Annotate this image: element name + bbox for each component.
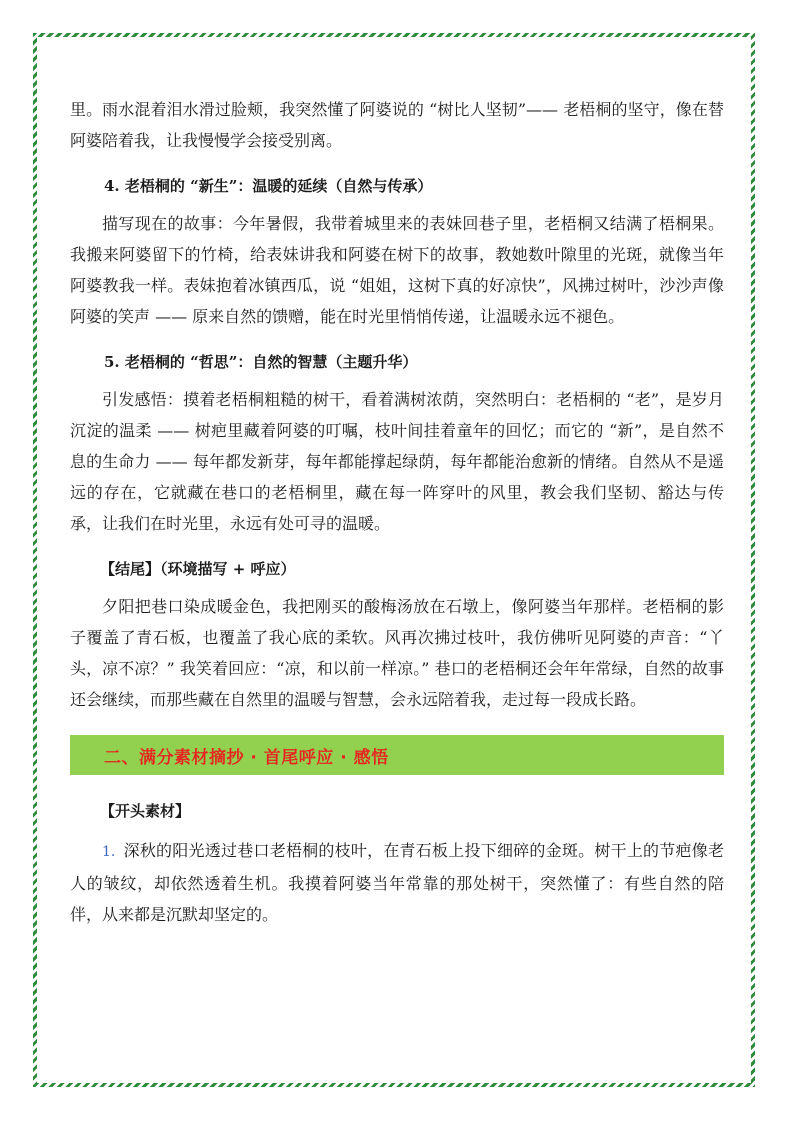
- banner-title: 二、满分素材摘抄 · 首尾呼应 · 感悟: [104, 747, 389, 768]
- ending-paragraph: 夕阳把巷口染成暖金色，我把刚买的酸梅汤放在石墩上，像阿婆当年那样。老梧桐的影子覆盖了青石板，也覆盖了我心底的柔软。风再次拂过枝叶，我仿佛听见阿婆的声音：“丫头，凉不凉？” 我笑着回应：“凉，和以前一样凉。” 巷口的老梧桐还会年年常绿，自然的故事还会继续，而那些藏在自然里的温暖与智慧，会永远陪着我，走过每一段成长路。: [70, 597, 724, 709]
- document-body: [70, 94, 724, 930]
- section-4-paragraph: 描写现在的故事：今年暑假，我带着城里来的表妹回巷子里，老梧桐又结满了梧桐果。我搬来阿婆留下的竹椅，给表妹讲我和阿婆在树下的故事，教她数叶隙里的光斑，就像当年阿婆教我一样。表妹抱着冰镇西瓜，说 “姐姐，这树下真的好凉快”，风拂过树叶，沙沙声像阿婆的笑声 —— 原来自然的馈赠，能在时光里悄悄传递，让温暖永远不褪色。: [70, 214, 724, 326]
- section-4-heading: 4. 老梧桐的 “新生”：温暖的延续（自然与传承）: [104, 177, 433, 195]
- opening-heading: 【开头素材】: [100, 802, 191, 820]
- section-5-paragraph: 引发感悟：摸着老梧桐粗糙的树干，看着满树浓荫，突然明白：老梧桐的 “老”，是岁月沉淀的温柔 —— 树疤里藏着阿婆的叮嘱，枝叶间挂着童年的回忆；而它的 “新”，是自然不息的生命力 —— 每年都发新芽，每年都能撑起绿荫，每年都能治愈新的情绪。自然从不是遥远的存在，它就藏在巷口的老梧桐里，藏在每一阵穿叶的风里，教会我们坚韧、豁达与传承，让我们在时光里，永远有处可寻的温暖。: [70, 390, 724, 533]
- continuation-paragraph: 里。雨水混着泪水滑过脸颊，我突然懂了阿婆说的 “树比人坚韧”—— 老梧桐的坚守，像在替阿婆陪着我，让我慢慢学会接受别离。: [70, 100, 724, 150]
- opening-item-1-text: 深秋的阳光透过巷口老梧桐的枝叶，在青石板上投下细碎的金斑。树干上的节疤像老人的皱纹，却依然透着生机。我摸着阿婆当年常靠的那处树干，突然懂了：有些自然的陪伴，从来都是沉默却坚定的。: [70, 841, 724, 924]
- section-5-heading: 5. 老梧桐的 “哲思”：自然的智慧（主题升华）: [104, 353, 418, 371]
- list-number: 1.: [102, 844, 116, 860]
- opening-item-1: [70, 835, 724, 930]
- section-banner: [70, 735, 724, 775]
- ending-heading: 【结尾】（环境描写 + 呼应）: [100, 560, 296, 578]
